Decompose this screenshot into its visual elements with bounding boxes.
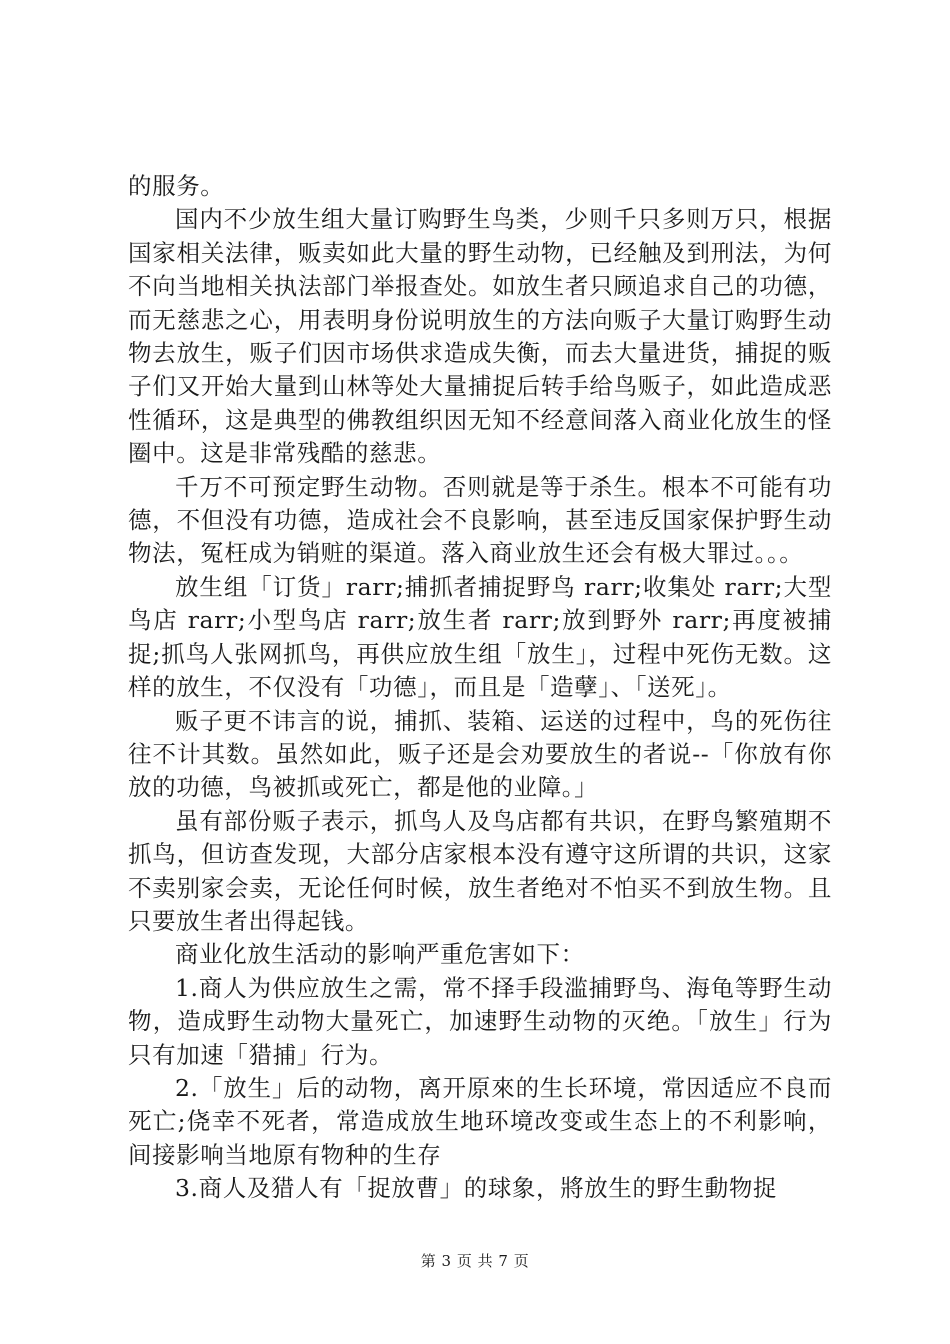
body-text — [128, 170, 832, 1206]
paragraph-5: 贩子更不讳言的说，捕抓、装箱、运送的过程中，鸟的死伤往往不计其数。虽然如此，贩子还是会劝要放生的者说--「你放有你放的功德，鸟被抓或死亡，都是他的业障。」 — [128, 706, 832, 802]
paragraph-2: 国内不少放生组大量订购野生鸟类，少则千只多则万只，根据国家相关法律，贩卖如此大量的野生动物，已经触及到刑法，为何不向当地相关执法部门举报查处。如放生者只顾追求自己的功德，而无慈悲之心，用表明身份说明放生的方法向贩子大量订购野生动物去放生，贩子们因市场供求造成失衡，而去大量进货，捕捉的贩子们又开始大量到山林等处大量捕捉后转手给鸟贩子，如此造成恶性循环，这是典型的佛教组织因无知不经意间落入商业化放生的怪圈中。这是非常残酷的慈悲。 — [128, 205, 832, 468]
list-item-1: 1.商人为供应放生之需，常不择手段滥捕野鸟、海龟等野生动物，造成野生动物大量死亡，加速野生动物的灭绝。「放生」行为只有加速「猎捕」行为。 — [128, 973, 832, 1069]
list-item-2: 2.「放生」后的动物，离开原來的生长环境，常因适应不良而死亡;侥幸不死者，常造成放生地环境改变或生态上的不利影响，间接影响当地原有物种的生存 — [128, 1073, 832, 1169]
paragraph-6: 虽有部份贩子表示，抓鸟人及鸟店都有共识，在野鸟繁殖期不抓鸟，但访查发现，大部分店家根本没有遵守这所谓的共识，这家不卖别家会卖，无论任何时候，放生者绝对不怕买不到放生物。且只要放生者出得起钱。 — [128, 806, 832, 935]
paragraph-4: 放生组「订货」rarr;捕抓者捕捉野鸟 rarr;收集处 rarr;大型鸟店 rarr;小型鸟店 rarr;放生者 rarr;放到野外 rarr;再度被捕捉;抓鸟人张网抓鸟，再供应放生组「放生」，过程中死伤无数。这样的放生，不仅没有「功德」，而且是「造孽」、「送死」。 — [128, 572, 832, 702]
paragraph-1: 的服务。 — [128, 172, 225, 200]
paragraph-3: 千万不可预定野生动物。否则就是等于杀生。根本不可能有功德，不但没有功德，造成社会不良影响，甚至违反国家保护野生动物法，冤枉成为销赃的渠道。落入商业放生还会有极大罪过。。。 — [128, 472, 832, 568]
paragraph-7: 商业化放生活动的影响严重危害如下： — [175, 940, 585, 969]
page-number-footer: 第 3 页 共 7 页 — [420, 1252, 530, 1270]
list-item-3: 3.商人及猎人有「捉放曹」的球象，將放生的野生動物捉 — [175, 1174, 778, 1203]
